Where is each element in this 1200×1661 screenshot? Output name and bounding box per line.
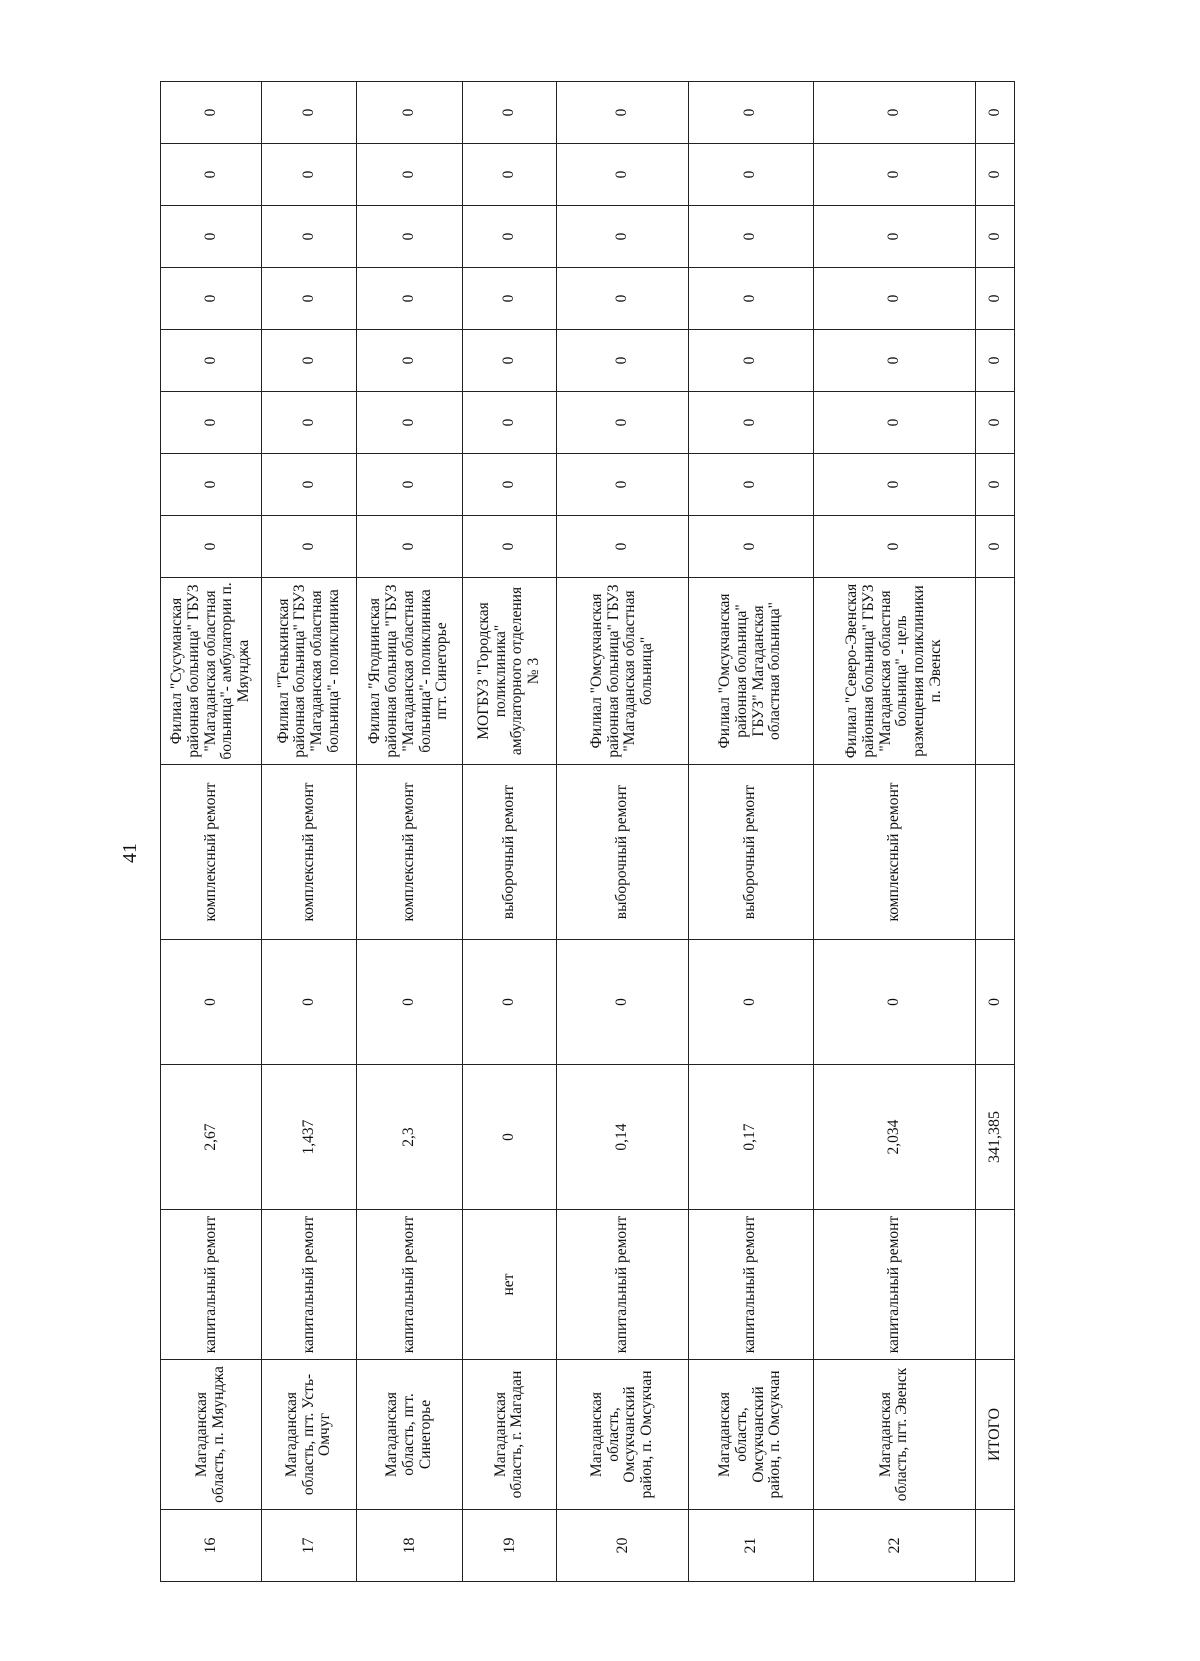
row-number-cell: 17 (262, 1510, 357, 1582)
institution-cell: Филиал "Сусуманская районная больница" ГБУЗ "Магаданская областная больница"- амбулатории п. Мяунджа (161, 578, 262, 765)
value-cell: 0 (813, 940, 976, 1065)
zero-value-cell: 0 (262, 268, 357, 330)
institution-cell: Филиал "Омсукчанская районная больница" ГБУЗ" Магаданская областная больница" (688, 578, 813, 765)
zero-value-cell: 0 (161, 144, 262, 206)
zero-value-cell: 0 (356, 454, 462, 516)
total-blank-cell (976, 1210, 1015, 1360)
zero-value-cell: 0 (356, 206, 462, 268)
zero-value-cell: 0 (356, 144, 462, 206)
row-number-cell: 18 (356, 1510, 462, 1582)
zero-value-cell: 0 (161, 392, 262, 454)
table-row (688, 82, 813, 1582)
zero-value-cell: 0 (688, 330, 813, 392)
zero-value-cell: 0 (462, 144, 557, 206)
repair-need-cell: нет (462, 1210, 557, 1360)
zero-value-cell: 0 (356, 82, 462, 144)
repair-type-cell: выборочный ремонт (462, 765, 557, 940)
row-number-cell: 21 (688, 1510, 813, 1582)
zero-value-cell: 0 (462, 82, 557, 144)
zero-value-cell: 0 (557, 516, 688, 578)
area-cell: 0,17 (688, 1065, 813, 1210)
repair-type-cell: комплексный ремонт (813, 765, 976, 940)
zero-value-cell: 0 (688, 82, 813, 144)
row-number-cell: 22 (813, 1510, 976, 1582)
total-row (976, 82, 1015, 1582)
location-cell: Магаданская область, Омсукчанский район, п. Омсукчан (688, 1360, 813, 1510)
zero-value-cell: 0 (462, 330, 557, 392)
zero-value-cell: 0 (688, 454, 813, 516)
location-cell: Магаданская область, пгт. Синегорье (356, 1360, 462, 1510)
zero-value-cell: 0 (462, 392, 557, 454)
location-cell: Магаданская область, г. Магадан (462, 1360, 557, 1510)
total-label-cell: ИТОГО (976, 1360, 1015, 1510)
location-cell: Магаданская область, п. Мяунджа (161, 1360, 262, 1510)
zero-value-cell: 0 (462, 454, 557, 516)
zero-value-cell: 0 (557, 330, 688, 392)
total-zero-cell: 0 (976, 268, 1015, 330)
zero-value-cell: 0 (161, 330, 262, 392)
location-cell: Магаданская область, пгт. Эвенск (813, 1360, 976, 1510)
zero-value-cell: 0 (813, 82, 976, 144)
zero-value-cell: 0 (161, 268, 262, 330)
zero-value-cell: 0 (688, 516, 813, 578)
total-blank-cell (976, 765, 1015, 940)
table-row (557, 82, 688, 1582)
location-cell: Магаданская область, пгт. Усть-Омчуг (262, 1360, 357, 1510)
zero-value-cell: 0 (356, 516, 462, 578)
zero-value-cell: 0 (262, 82, 357, 144)
zero-value-cell: 0 (161, 454, 262, 516)
zero-value-cell: 0 (356, 392, 462, 454)
value-cell: 0 (557, 940, 688, 1065)
zero-value-cell: 0 (161, 516, 262, 578)
zero-value-cell: 0 (557, 206, 688, 268)
zero-value-cell: 0 (557, 454, 688, 516)
total-blank-cell (976, 578, 1015, 765)
rotated-table-container (160, 82, 1015, 1582)
zero-value-cell: 0 (462, 268, 557, 330)
table-body (161, 82, 1015, 1582)
repair-table (160, 81, 1015, 1582)
institution-cell: Филиал "Северо-Эвенская районная больница" ГБУЗ "Магаданская областная больница" - цель размещения поликлиники п. Эвенск (813, 578, 976, 765)
area-cell: 2,67 (161, 1065, 262, 1210)
total-zero-cell: 0 (976, 516, 1015, 578)
table-row (462, 82, 557, 1582)
zero-value-cell: 0 (262, 144, 357, 206)
location-cell: Магаданская область, Омсукчанский район, п. Омсукчан (557, 1360, 688, 1510)
total-zero-cell: 0 (976, 144, 1015, 206)
total-zero-cell: 0 (976, 330, 1015, 392)
row-number-cell: 16 (161, 1510, 262, 1582)
area-cell: 0 (462, 1065, 557, 1210)
repair-type-cell: выборочный ремонт (688, 765, 813, 940)
zero-value-cell: 0 (356, 330, 462, 392)
zero-value-cell: 0 (813, 392, 976, 454)
institution-cell: Филиал "Омсукчанская районная больница" ГБУЗ "Магаданская областная больница" (557, 578, 688, 765)
zero-value-cell: 0 (262, 454, 357, 516)
table-row (813, 82, 976, 1582)
zero-value-cell: 0 (688, 206, 813, 268)
repair-type-cell: комплексный ремонт (262, 765, 357, 940)
zero-value-cell: 0 (813, 454, 976, 516)
zero-value-cell: 0 (813, 330, 976, 392)
table-row (356, 82, 462, 1582)
repair-need-cell: капитальный ремонт (161, 1210, 262, 1360)
repair-need-cell: капитальный ремонт (356, 1210, 462, 1360)
area-cell: 0,14 (557, 1065, 688, 1210)
zero-value-cell: 0 (262, 206, 357, 268)
zero-value-cell: 0 (462, 206, 557, 268)
zero-value-cell: 0 (813, 144, 976, 206)
repair-need-cell: капитальный ремонт (557, 1210, 688, 1360)
area-cell: 2,3 (356, 1065, 462, 1210)
zero-value-cell: 0 (161, 206, 262, 268)
total-blank-cell (976, 1510, 1015, 1582)
zero-value-cell: 0 (557, 392, 688, 454)
zero-value-cell: 0 (262, 330, 357, 392)
zero-value-cell: 0 (557, 82, 688, 144)
total-zero-cell: 0 (976, 206, 1015, 268)
zero-value-cell: 0 (688, 268, 813, 330)
value-cell: 0 (688, 940, 813, 1065)
zero-value-cell: 0 (813, 268, 976, 330)
area-cell: 1,437 (262, 1065, 357, 1210)
zero-value-cell: 0 (557, 144, 688, 206)
row-number-cell: 20 (557, 1510, 688, 1582)
table-row (262, 82, 357, 1582)
value-cell: 0 (462, 940, 557, 1065)
zero-value-cell: 0 (557, 268, 688, 330)
total-zero-cell: 0 (976, 82, 1015, 144)
repair-type-cell: комплексный ремонт (161, 765, 262, 940)
table-row (161, 82, 262, 1582)
zero-value-cell: 0 (161, 82, 262, 144)
institution-cell: МОГБУЗ "Городская поликлиника" амбулаторного отделения № 3 (462, 578, 557, 765)
repair-need-cell: капитальный ремонт (813, 1210, 976, 1360)
value-cell: 0 (356, 940, 462, 1065)
zero-value-cell: 0 (813, 206, 976, 268)
zero-value-cell: 0 (462, 516, 557, 578)
repair-type-cell: комплексный ремонт (356, 765, 462, 940)
value-cell: 0 (161, 940, 262, 1065)
row-number-cell: 19 (462, 1510, 557, 1582)
total-zero-cell: 0 (976, 392, 1015, 454)
repair-need-cell: капитальный ремонт (262, 1210, 357, 1360)
zero-value-cell: 0 (356, 268, 462, 330)
zero-value-cell: 0 (813, 516, 976, 578)
value-cell: 0 (262, 940, 357, 1065)
total-area-cell: 341,385 (976, 1065, 1015, 1210)
zero-value-cell: 0 (688, 144, 813, 206)
page-number: 41 (119, 843, 141, 863)
total-zero-cell: 0 (976, 454, 1015, 516)
institution-cell: Филиал "Тенькинская районная больница" ГБУЗ "Магаданская областная больница"- поликлиника (262, 578, 357, 765)
area-cell: 2,034 (813, 1065, 976, 1210)
total-value-cell: 0 (976, 940, 1015, 1065)
zero-value-cell: 0 (262, 516, 357, 578)
repair-type-cell: выборочный ремонт (557, 765, 688, 940)
repair-need-cell: капитальный ремонт (688, 1210, 813, 1360)
institution-cell: Филиал "Ягоднинская районная больница "ГБУЗ "Магаданская областная больница"- поликлиника пгт. Синегорье (356, 578, 462, 765)
zero-value-cell: 0 (262, 392, 357, 454)
zero-value-cell: 0 (688, 392, 813, 454)
